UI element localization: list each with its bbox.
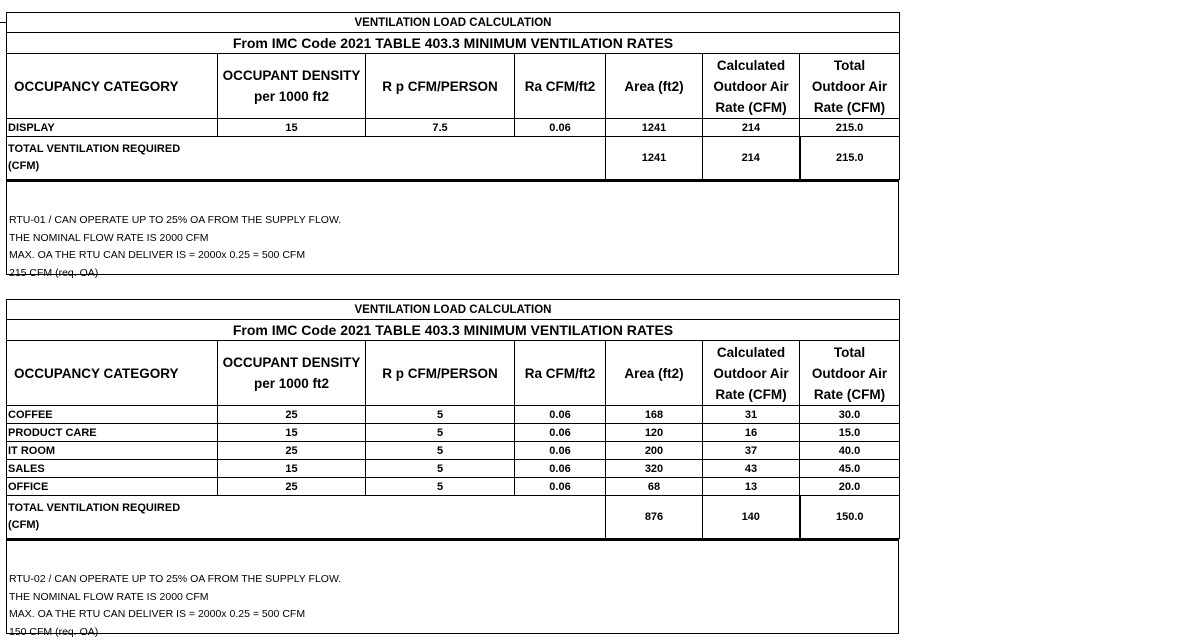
- cell-rp: 5: [366, 442, 515, 460]
- table-row: [7, 406, 900, 424]
- table-row: [7, 478, 900, 496]
- total-label: TOTAL VENTILATION REQUIRED (CFM): [7, 496, 606, 539]
- header-area: Area (ft2): [606, 341, 703, 406]
- cell-total: 45.0: [800, 460, 900, 478]
- cell-total: 215.0: [800, 119, 900, 137]
- cell-category: COFFEE: [7, 406, 218, 424]
- header-occupant-density: OCCUPANT DENSITY per 1000 ft2: [218, 341, 366, 406]
- cell-category: SALES: [7, 460, 218, 478]
- header-occupant-density: OCCUPANT DENSITY per 1000 ft2: [218, 54, 366, 119]
- cell-area: 320: [606, 460, 703, 478]
- note-line: 215 CFM (req. OA): [9, 265, 898, 283]
- cell-rp: 5: [366, 424, 515, 442]
- note-line: THE NOMINAL FLOW RATE IS 2000 CFM: [9, 589, 898, 607]
- cell-calculated: 214: [703, 119, 800, 137]
- cell-rp: 7.5: [366, 119, 515, 137]
- cell-ra: 0.06: [515, 460, 606, 478]
- cell-rp: 5: [366, 406, 515, 424]
- cell-total: 40.0: [800, 442, 900, 460]
- header-area: Area (ft2): [606, 54, 703, 119]
- table-row: [7, 442, 900, 460]
- table-subtitle: From IMC Code 2021 TABLE 403.3 MINIMUM VENTILATION RATES: [7, 33, 900, 54]
- header-calculated-oa: Calculated Outdoor Air Rate (CFM): [703, 341, 800, 406]
- cell-area: 68: [606, 478, 703, 496]
- note-line: THE NOMINAL FLOW RATE IS 2000 CFM: [9, 230, 898, 248]
- total-calculated: 214: [703, 137, 800, 180]
- cell-total: 30.0: [800, 406, 900, 424]
- header-calculated-oa: Calculated Outdoor Air Rate (CFM): [703, 54, 800, 119]
- cell-rp: 5: [366, 478, 515, 496]
- cell-ra: 0.06: [515, 424, 606, 442]
- total-row: [7, 137, 900, 180]
- total-calculated: 140: [703, 496, 800, 539]
- cell-total: 15.0: [800, 424, 900, 442]
- header-ra: Ra CFM/ft2: [515, 54, 606, 119]
- table-row: [7, 119, 900, 137]
- notes-box: [6, 180, 899, 275]
- header-total-oa: Total Outdoor Air Rate (CFM): [800, 341, 900, 406]
- cell-ra: 0.06: [515, 442, 606, 460]
- cell-ra: 0.06: [515, 119, 606, 137]
- notes-box: [6, 539, 899, 634]
- ventilation-table-rtu-02: [6, 299, 899, 634]
- table-row: [7, 460, 900, 478]
- cell-total: 20.0: [800, 478, 900, 496]
- cell-density: 15: [218, 460, 366, 478]
- note-line: 150 CFM (req. OA): [9, 624, 898, 641]
- note-line: MAX. OA THE RTU CAN DELIVER IS = 2000x 0.25 = 500 CFM: [9, 606, 898, 624]
- total-row: [7, 496, 900, 539]
- header-occupancy-category: OCCUPANCY CATEGORY: [7, 341, 218, 406]
- cell-ra: 0.06: [515, 478, 606, 496]
- cell-calculated: 43: [703, 460, 800, 478]
- header-total-oa: Total Outdoor Air Rate (CFM): [800, 54, 900, 119]
- cell-category: IT ROOM: [7, 442, 218, 460]
- header-row: [7, 341, 900, 406]
- cell-density: 25: [218, 406, 366, 424]
- total-oa: 150.0: [800, 496, 900, 539]
- note-line: RTU-01 / CAN OPERATE UP TO 25% OA FROM THE SUPPLY FLOW.: [9, 212, 898, 230]
- header-rp: R p CFM/PERSON: [366, 341, 515, 406]
- cell-calculated: 16: [703, 424, 800, 442]
- table-subtitle: From IMC Code 2021 TABLE 403.3 MINIMUM VENTILATION RATES: [7, 320, 900, 341]
- cell-calculated: 31: [703, 406, 800, 424]
- cell-category: OFFICE: [7, 478, 218, 496]
- header-rp: R p CFM/PERSON: [366, 54, 515, 119]
- header-occupancy-category: OCCUPANCY CATEGORY: [7, 54, 218, 119]
- total-label: TOTAL VENTILATION REQUIRED (CFM): [7, 137, 606, 180]
- table-title: VENTILATION LOAD CALCULATION: [7, 300, 900, 320]
- note-line: RTU-02 / CAN OPERATE UP TO 25% OA FROM THE SUPPLY FLOW.: [9, 571, 898, 589]
- cell-calculated: 37: [703, 442, 800, 460]
- cell-rp: 5: [366, 460, 515, 478]
- header-row: [7, 54, 900, 119]
- cell-density: 15: [218, 119, 366, 137]
- cell-area: 1241: [606, 119, 703, 137]
- cell-area: 200: [606, 442, 703, 460]
- total-area: 1241: [606, 137, 703, 180]
- table-row: [7, 424, 900, 442]
- header-ra: Ra CFM/ft2: [515, 341, 606, 406]
- note-line: MAX. OA THE RTU CAN DELIVER IS = 2000x 0.25 = 500 CFM: [9, 247, 898, 265]
- total-oa: 215.0: [800, 137, 900, 180]
- cell-ra: 0.06: [515, 406, 606, 424]
- cell-density: 25: [218, 478, 366, 496]
- table-title: VENTILATION LOAD CALCULATION: [7, 13, 900, 33]
- cell-area: 168: [606, 406, 703, 424]
- cell-density: 25: [218, 442, 366, 460]
- cell-area: 120: [606, 424, 703, 442]
- cell-category: PRODUCT CARE: [7, 424, 218, 442]
- cell-density: 15: [218, 424, 366, 442]
- ventilation-load-table: [6, 299, 900, 539]
- cell-calculated: 13: [703, 478, 800, 496]
- cell-category: DISPLAY: [7, 119, 218, 137]
- ventilation-table-rtu-01: [6, 12, 899, 275]
- ventilation-load-table: [6, 12, 900, 180]
- total-area: 876: [606, 496, 703, 539]
